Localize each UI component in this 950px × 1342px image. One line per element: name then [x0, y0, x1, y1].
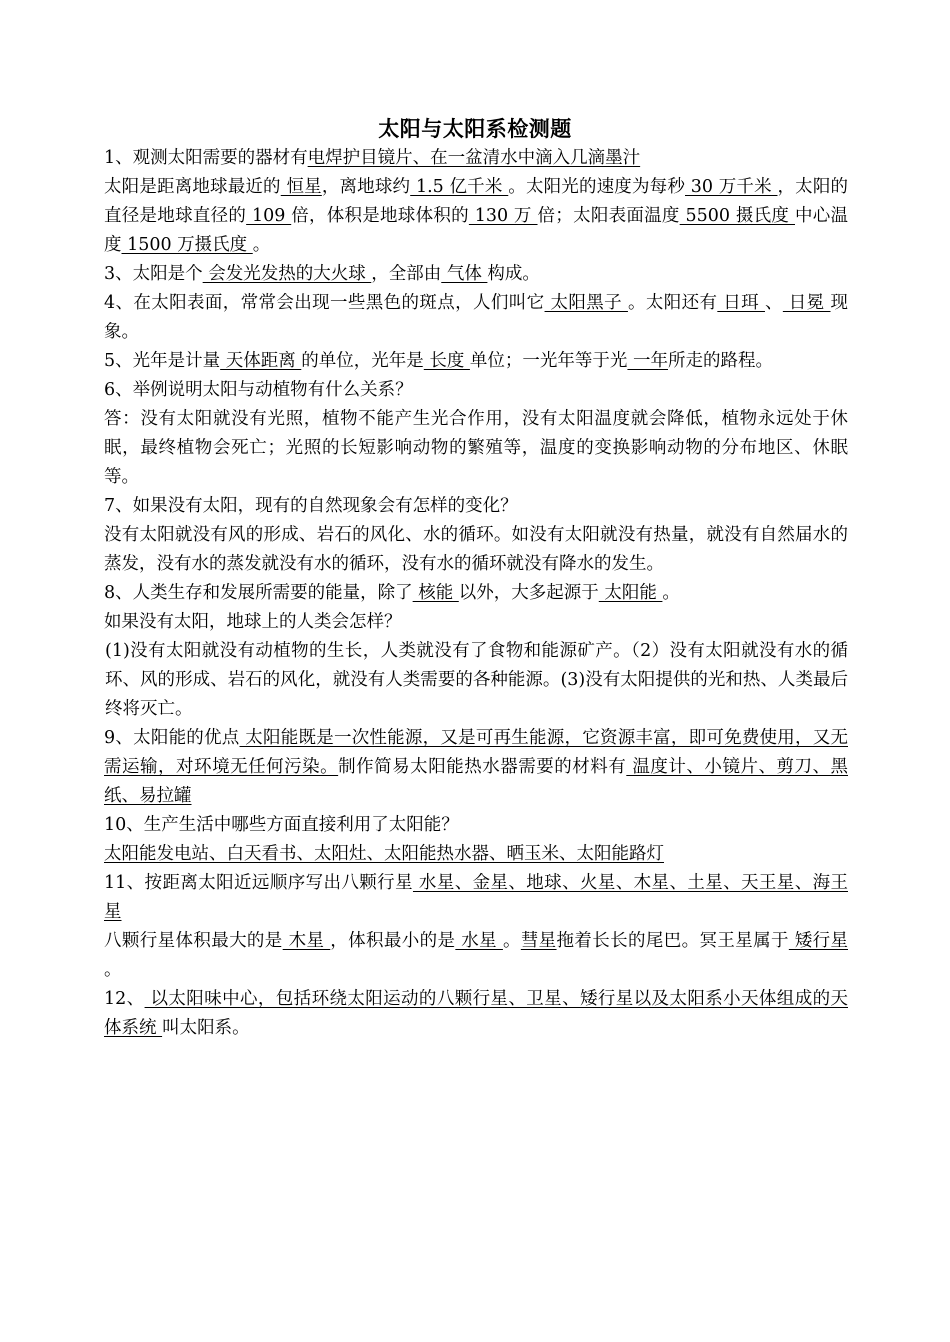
answer-blank: 以太阳味中心，包括环绕太阳运动的八颗行星、卫星、矮行星以及太阳系小天体组成的天体系统	[104, 989, 848, 1038]
answer-blank: 气体	[441, 264, 488, 284]
answer-blank: 130 万	[468, 206, 538, 226]
question-12: 12、 以太阳味中心，包括环绕太阳运动的八颗行星、卫星、矮行星以及太阳系小天体组成的天体系统 叫太阳系。	[104, 989, 848, 1038]
question-3: 3、太阳是个 会发光发热的大火球 ，全部由 气体 构成。	[104, 264, 540, 284]
answer-blank: 会发光发热的大火球	[202, 264, 372, 284]
question-8-followup: 如果没有太阳，地球上的人类会怎样？	[104, 612, 402, 632]
question-8: 8、人类生存和发展所需要的能量，除了 核能 以外，大多起源于 太阳能 。	[104, 583, 680, 603]
question-1: 1、观测太阳需要的器材有电焊护目镜片、在一盆清水中滴入几滴墨汁	[104, 148, 641, 168]
question-9: 9、太阳能的优点 太阳能既是一次性能源，又是可再生能源，它资源丰富，即可免费使用，又无需运输，对环境无任何污染。制作简易太阳能热水器需要的材料有 温度计、小镜片、剪刀、黑纸、易拉罐	[104, 728, 849, 806]
question-4: 4、在太阳表面，常常会出现一些黑色的斑点，人们叫它 太阳黑子 。太阳还有 日珥 、 日冕 现象。	[104, 293, 848, 342]
worksheet-body	[104, 144, 848, 1043]
answer-blank: 温度计、小镜片、剪刀、黑纸、易拉罐	[104, 757, 849, 806]
answer-blank: 恒星	[280, 177, 322, 197]
answer-blank: 彗星	[520, 931, 557, 951]
answer-blank: 30 万千米	[685, 177, 778, 197]
answer-blank: 太阳黑子	[544, 293, 628, 313]
answer-7: 没有太阳就没有风的形成、岩石的风化、水的循环。如没有太阳就没有热量，就没有自然届水的蒸发，没有水的蒸发就没有水的循环，没有水的循环就没有降水的发生。	[104, 525, 848, 574]
answer-blank: 太阳能	[598, 583, 663, 603]
answer-blank: 日珥	[717, 293, 765, 313]
question-6: 6、举例说明太阳与动植物有什么关系？	[104, 380, 413, 400]
question-11: 11、按距离太阳近远顺序写出八颗行星 水星、金星、地球、火星、木星、土星、天王星、海王星	[104, 873, 848, 922]
answer-blank: 水星	[455, 931, 503, 951]
answer-blank: 电焊护目镜片、在一盆清水中滴入几滴墨汁	[307, 148, 641, 168]
answer-blank: 109	[246, 206, 292, 226]
answer-blank: 一年	[627, 351, 668, 371]
answer-blank: 1500 万摄氏度	[121, 235, 253, 255]
question-7: 7、如果没有太阳，现有的自然现象会有怎样的变化？	[104, 496, 518, 516]
answer-8-followup: (1)没有太阳就没有动植物的生长，人类就没有了食物和能源矿产。（2）没有太阳就没有水的循环、风的形成、岩石的风化，就没有人类需要的各种能源。(3)没有太阳提供的光和热、人类最后终将灭亡。	[105, 641, 848, 719]
page-title: 太阳与太阳系检测题	[378, 116, 572, 141]
question-2: 太阳是距离地球最近的 恒星，离地球约 1.5 亿千米 。太阳光的速度为每秒 30 万千米 ，太阳的直径是地球直径的 109 倍，体积是地球体积的 130 万 倍；太阳表面温度 5500 摄氏度 中心温度 1500 万摄氏度 。	[104, 177, 849, 255]
answer-blank: 矮行星	[788, 931, 848, 951]
answer-blank: 日冕	[782, 293, 831, 313]
answer-blank: 5500 摄氏度	[679, 206, 795, 226]
answer-10: 太阳能发电站、白天看书、太阳灶、太阳能热水器、晒玉米、太阳能路灯	[104, 844, 664, 864]
answer-blank: 天体距离	[220, 351, 302, 371]
question-10: 10、生产生活中哪些方面直接利用了太阳能？	[104, 815, 459, 835]
answer-6: 答：没有太阳就没有光照，植物不能产生光合作用，没有太阳温度就会降低，植物永远处于休眠，最终植物会死亡；光照的长短影响动物的繁殖等，温度的变换影响动物的分布地区、休眠等。	[104, 409, 848, 487]
answer-blank: 长度	[423, 351, 470, 371]
answer-blank: 木星	[282, 931, 331, 951]
question-5: 5、光年是计量 天体距离 的单位，光年是 长度 单位；一光年等于光 一年所走的路程。	[104, 351, 773, 371]
answer-blank: 太阳能既是一次性能源，又是可再生能源，它资源丰富，即可免费使用，又无需运输，对环境无任何污染。	[104, 728, 848, 777]
question-11-followup: 八颗行星体积最大的是 木星 ，体积最小的是 水星 。彗星拖着长长的尾巴。冥王星属于 矮行星 。	[104, 931, 848, 980]
answer-blank: 水星、金星、地球、火星、木星、土星、天王星、海王星	[104, 873, 848, 922]
answer-blank: 1.5 亿千米	[410, 177, 509, 197]
answer-blank: 核能	[412, 583, 459, 603]
